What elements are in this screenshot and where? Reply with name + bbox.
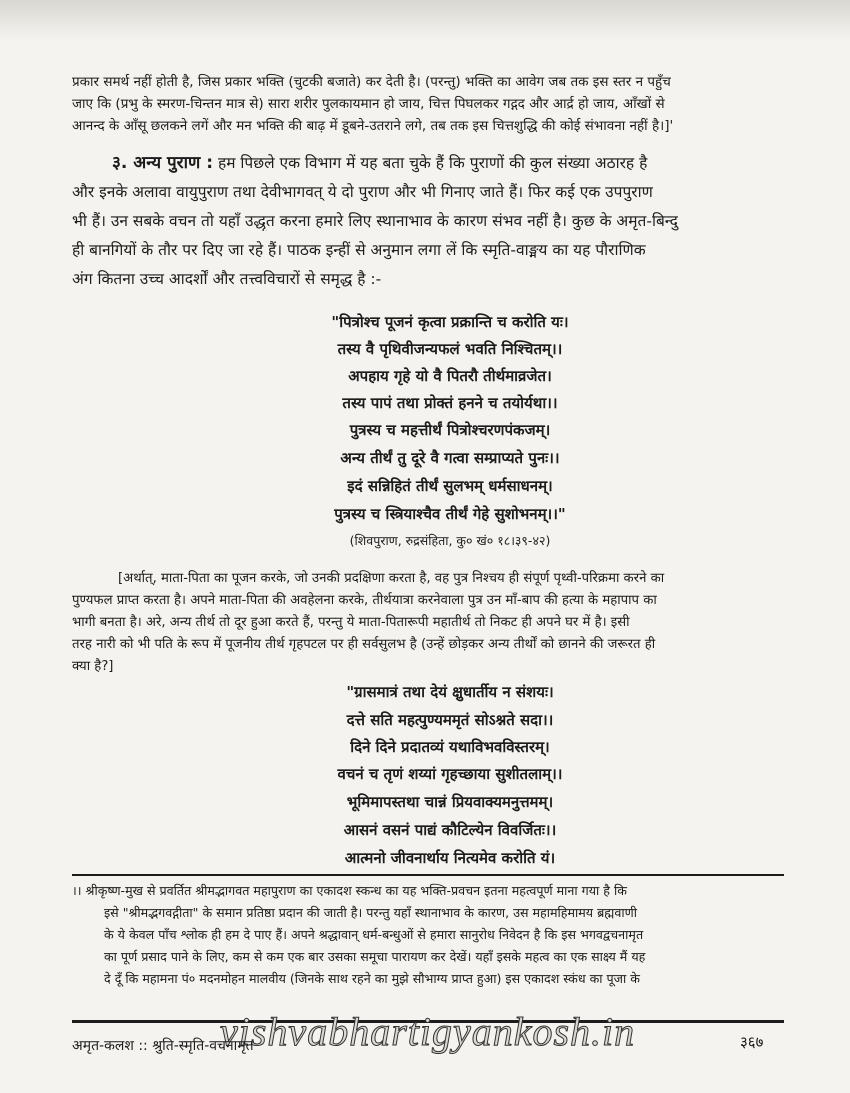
text-line: और इनके अलावा वायुपुराण तथा देवीभागवत् ये दो पुराण और भी गिनाए जाते हैं। फिर कई एक उपपुराण bbox=[72, 183, 653, 201]
verse-line: पुत्रस्य च महत्तीर्थं पित्रोश्चरणपंकजम्। bbox=[349, 421, 551, 439]
verse-line: इदं सन्निहितं तीर्थं सुलभम् धर्मसाधनम्। bbox=[347, 477, 553, 495]
verse-line: पुत्रस्य च स्त्रियाश्चैव तीर्थं गेहे सुशोभनम्।।" bbox=[334, 505, 566, 523]
text-line: दे दूँ कि महामना पं० मदनमोहन मालवीय (जिनके साथ रहने का मुझे सौभाग्य प्राप्त हुआ) इस एकादश स्कंध का पूजा के bbox=[104, 971, 640, 986]
text-line: इसे "श्रीमद्भगवद्गीता" के समान प्रतिष्ठा प्रदान की जाती है। परन्तु यहाँ स्थानाभाव के कारण, उस महामहिमामय ब्रह्मवाणी bbox=[104, 905, 638, 920]
verse-line: भूमिमापस्तथा चान्नं प्रियवाक्यमनुत्तमम्। bbox=[346, 793, 554, 811]
text-line: प्रकार समर्थ नहीं होती है, जिस प्रकार भक्ति (चुटकी बजाते) कर देती है। (परन्तु) भक्ति का आवेग जब तक इस स्तर न पहुँच bbox=[72, 74, 671, 90]
verse-line: आसनं वसनं पाद्यं कौटिल्येन विवर्जितः।। bbox=[343, 821, 557, 839]
text-line: अंग कितना उच्च आदर्शों और तत्त्वविचारों से समृद्ध है :- bbox=[72, 270, 382, 288]
verse-line: अपहाय गृहे यो वै पितरौ तीर्थमाव्रजेत। bbox=[348, 367, 552, 385]
verse-line: अन्य तीर्थं तु दूरे वै गत्वा सम्प्राप्यते पुनः।। bbox=[340, 449, 560, 467]
verse-line: तस्य वै पृथिवीजन्यफलं भवति निश्चितम्।। bbox=[337, 340, 563, 358]
section-title: ३. अन्य पुराण : bbox=[112, 153, 214, 173]
text-line: ही बानगियों के तौर पर दिए जा रहे हैं। पाठक इन्हीं से अनुमान लगा लें कि स्मृति-वाङ्मय का यह पौराणिक bbox=[72, 241, 646, 259]
text-line: भी हैं। उन सबके वचन तो यहाँ उद्धृत करना हमारे लिए स्थानाभाव के कारण संभव नहीं है। कुछ के अमृत-बिन्दु bbox=[72, 212, 678, 230]
text-line: भागी बनता है। अरे, अन्य तीर्थ तो दूर हुआ करते हैं, परन्तु ये माता-पितारूपी महातीर्थ तो निकट ही अपने घर में है। इसी bbox=[72, 615, 630, 630]
text-line: तरह नारी को भी पति के रूप में पूजनीय तीर्थ गृहपटल पर ही सर्वसुलभ है (उन्हें छोड़कर अन्य तीर्थों को छानने की जरूरत ही bbox=[72, 637, 656, 652]
verse-line: दिने दिने प्रदातव्यं यथाविभवविस्तरम्। bbox=[350, 738, 550, 756]
page-number: ३६७ bbox=[740, 1033, 764, 1051]
text-line: हम पिछले एक विभाग में यह बता चुके हैं कि पुराणों की कुल संख्या अठारह है bbox=[217, 154, 648, 172]
watermark: vishvabhartigyankosh.in bbox=[220, 1009, 636, 1054]
verse-line: आत्मनो जीवनार्थाय नित्यमेव करोति यं। bbox=[344, 849, 556, 867]
verse-line: दत्ते सति महत्पुण्यममृतं सोऽश्नते सदा।। bbox=[346, 711, 554, 729]
verse-line: तस्य पापं तथा प्रोक्तं हनने च तयोर्यथा।। bbox=[342, 394, 558, 412]
scan-shade bbox=[0, 0, 850, 40]
running-footer: अमृत-कलश :: श्रुति-स्मृति-वचनामृत bbox=[72, 1038, 254, 1054]
text-line: का पूर्ण प्रसाद पाने के लिए, कम से कम एक बार उसका समूचा पारायण कर देखें। यहाँ इसके महत्व का एक साक्ष्य मैं यह bbox=[104, 949, 646, 964]
verse-line: "ग्रासमात्रं तथा देयं क्षुधार्तीय न संशयः। bbox=[346, 683, 554, 701]
verse-line: "पित्रोश्च पूजनं कृत्वा प्रक्रान्ति च करोति यः। bbox=[331, 313, 569, 331]
footnote-divider bbox=[72, 874, 784, 876]
verse-line: वचनं च तृणं शय्यां गृहच्छाया सुशीतलाम्।। bbox=[337, 765, 563, 783]
verse-citation: (शिवपुराण, रुद्रसंहिता, कु० खं० १८।३९-४२) bbox=[349, 533, 551, 548]
text-line: के ये केवल पाँच श्लोक ही हम दे पाए हैं। अपने श्रद्धावान् धर्म-बन्धुओं से हमारा सानुरोध निवेदन है कि इस भगवद्वचनामृत bbox=[104, 927, 644, 942]
text-line: [अर्थात्, माता-पिता का पूजन करके, जो उनकी प्रदक्षिणा करता है, वह पुत्र निश्चय ही संपूर्ण पृथ्वी-परिक्रमा करने का bbox=[118, 571, 665, 586]
text-line: आनन्द के आँसू छलकने लगें और मन भक्ति की बाढ़ में डूबने-उतराने लगे, तब तक इस चित्तशुद्धि की कोई संभावना नहीं है।]' bbox=[72, 118, 674, 134]
text-line: क्या है?] bbox=[72, 659, 114, 674]
text-line: ।। श्रीकृष्ण-मुख से प्रवर्तित श्रीमद्भागवत महापुराण का एकादश स्कन्ध का यह भक्ति-प्रवचन इतना महत्वपूर्ण माना गया है कि bbox=[72, 883, 627, 898]
text-line: जाए कि (प्रभु के स्मरण-चिन्तन मात्र से) सारा शरीर पुलकायमान हो जाय, चित्त पिघलकर गद्गद और आर्द्र हो जाय, आँखों से bbox=[72, 96, 665, 112]
text-line: पुण्यफल प्राप्त करता है। अपने माता-पिता की अवहेलना करके, तीर्थयात्रा करनेवाला पुत्र उन माँ-बाप की हत्या के महापाप का bbox=[72, 593, 657, 608]
